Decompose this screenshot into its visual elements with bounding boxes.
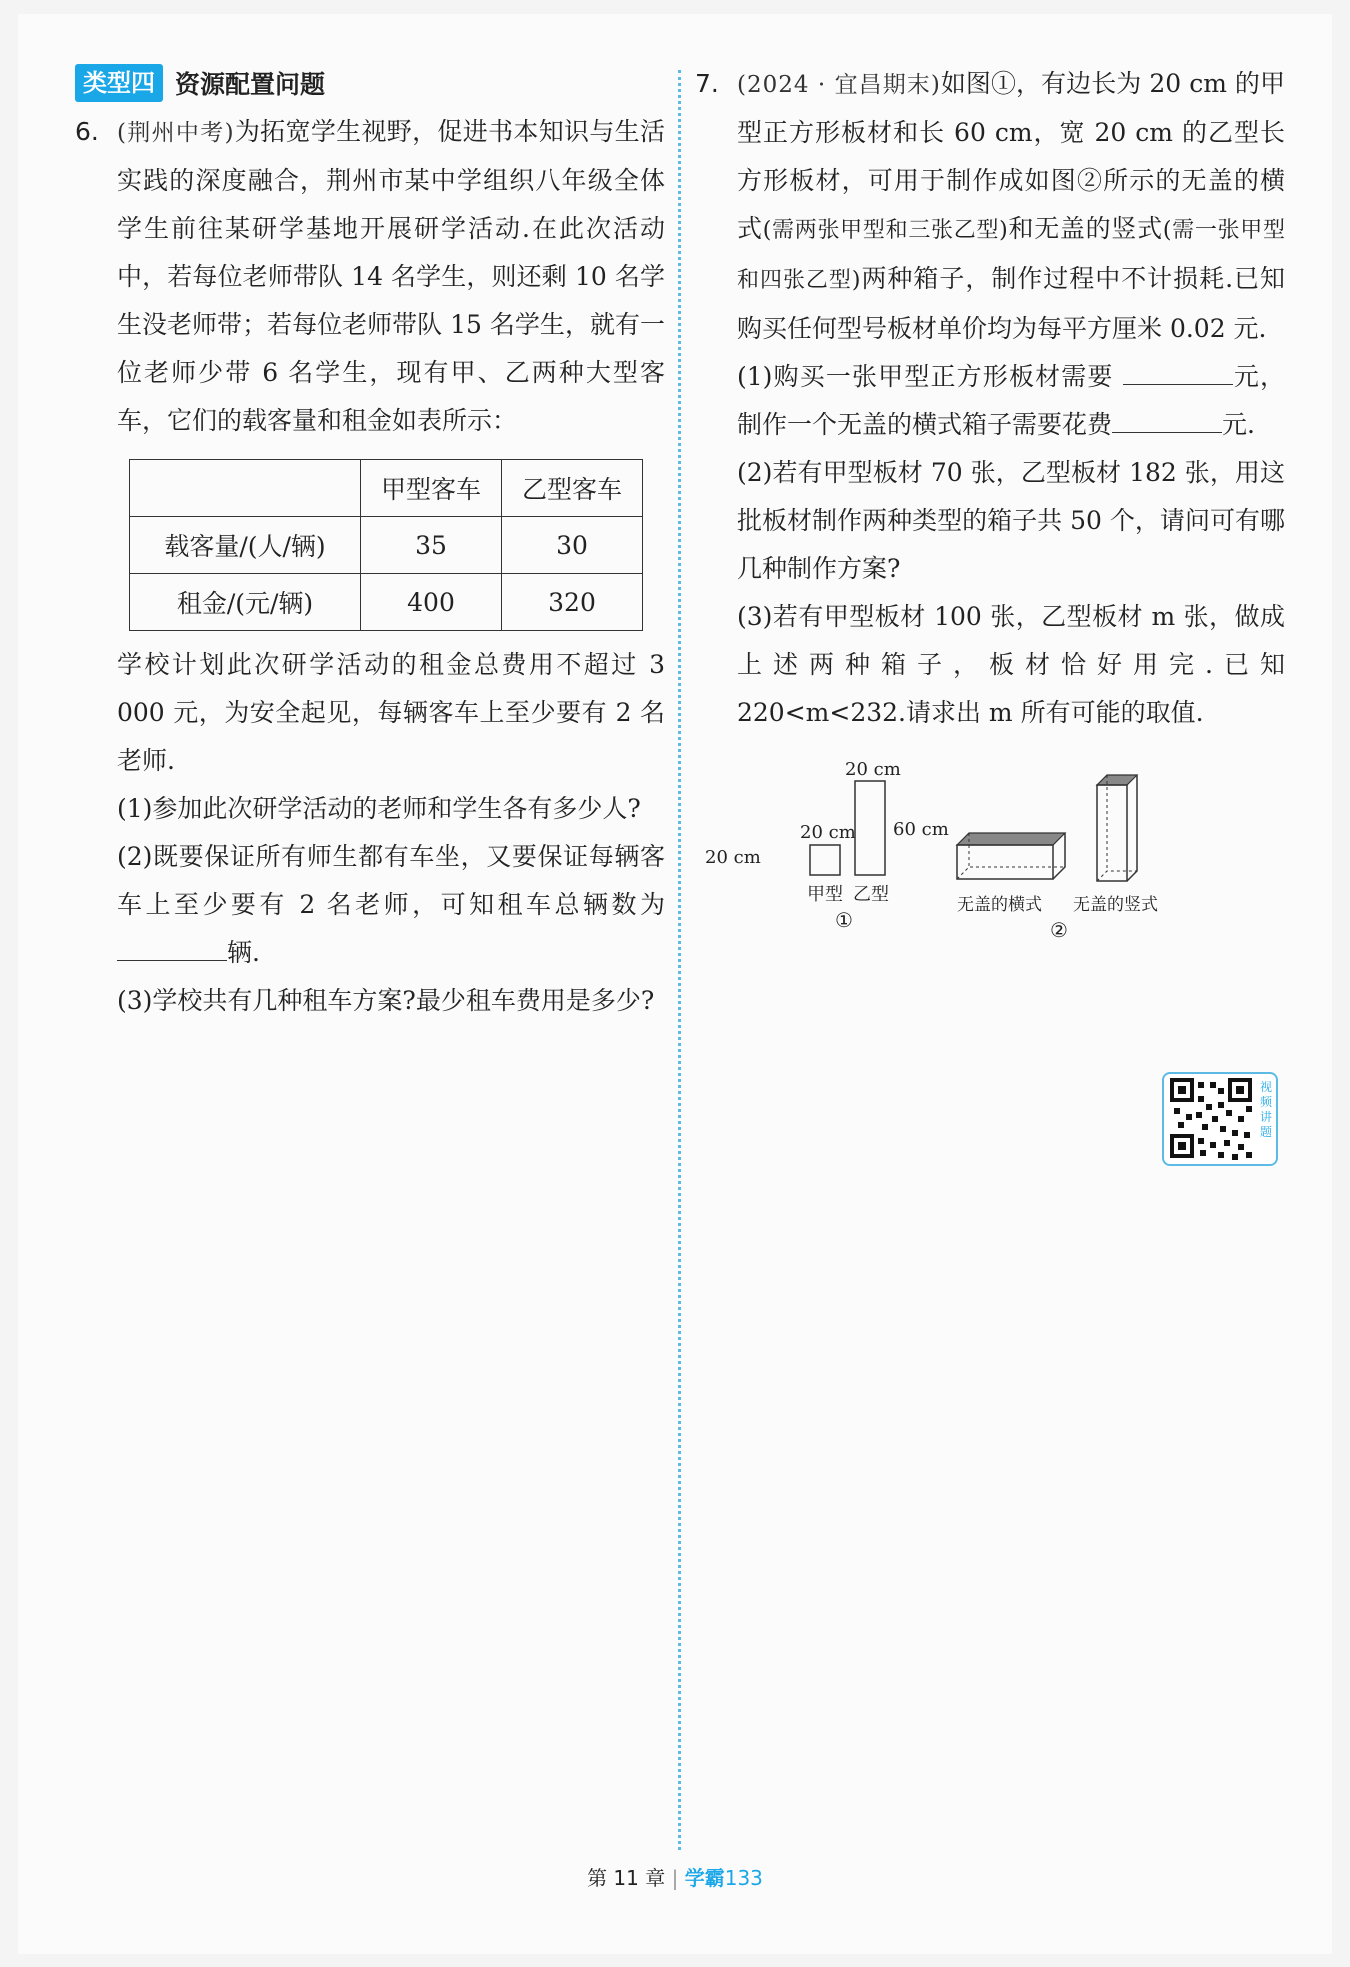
question-7-part-1-text-a: (1)购买一张甲型正方形板材需要 xyxy=(737,362,1114,391)
vertical-box xyxy=(1097,775,1137,881)
label-box-vertical: 无盖的竖式 xyxy=(1073,895,1158,915)
right-column xyxy=(695,60,1285,965)
question-7-note-2: (需一张甲型和四张乙型) xyxy=(737,218,1285,293)
section-title: 资源配置问题 xyxy=(175,70,326,99)
question-7-intro-c: 两种箱子，制作过程中不计损耗.已知购买任何型号板材单价均为每平方厘米 0.02 元. xyxy=(737,264,1285,343)
square-board-jia xyxy=(810,845,840,875)
question-7-part-3: (3)若有甲型板材 100 张，乙型板材 m 张，做成上述两种箱子，板材恰好用完.已知 220<m<232.请求出 m 所有可能的取值. xyxy=(737,602,1285,727)
table-cell: 400 xyxy=(361,574,502,631)
table-cell: 30 xyxy=(502,517,643,574)
label-box-horizontal: 无盖的横式 xyxy=(957,895,1042,915)
footer-brand: 学霸 xyxy=(684,1866,725,1890)
footer-chapter: 第 11 章 xyxy=(587,1866,666,1890)
label-left-side: 20 cm xyxy=(705,847,761,868)
rect-board-yi xyxy=(855,781,885,875)
section-header xyxy=(75,60,665,106)
left-column xyxy=(75,60,665,1025)
answer-blank[interactable] xyxy=(1123,358,1233,385)
horizontal-box xyxy=(957,833,1065,879)
page-footer: 第 11 章 | 学霸133 xyxy=(587,1866,763,1890)
table-header-cell: 乙型客车 xyxy=(502,460,643,517)
question-6-part-3: (3)学校共有几种租车方案?最少租车费用是多少? xyxy=(117,986,655,1015)
question-6-part-2 xyxy=(75,833,665,977)
qr-code-icon xyxy=(1168,1076,1258,1162)
question-7 xyxy=(695,60,1285,353)
column-divider xyxy=(678,70,681,1850)
table-row xyxy=(130,517,643,574)
label-jia: 甲型 xyxy=(807,884,843,905)
question-7-number: 7. xyxy=(695,69,719,98)
label-yi: 乙型 xyxy=(853,884,889,905)
question-7-source: (2024 · 宜昌期末) xyxy=(737,72,941,98)
question-7-intro-b: 和无盖的竖式 xyxy=(1007,214,1163,243)
question-6-conditions: 学校计划此次研学活动的租金总费用不超过 3 000 元，为安全起见，每辆客车上至少要有 2 名老师. xyxy=(117,650,665,775)
question-6-intro: 为拓宽学生视野，促进书本知识与生活实践的深度融合，荆州市某中学组织八年级全体学生前往某研学基地开展研学活动.在此次活动中，若每位老师带队 14 名学生，则还剩 10 名学生没老师带；若每位老师带队 15 名学生，就有一位老师少带 6 名学生，现有甲、乙两种大型客车，它们的载客量和租金如表所示： xyxy=(117,117,665,435)
section-tag: 类型四 xyxy=(75,64,163,102)
question-7-part-1 xyxy=(695,353,1285,449)
label-top: 20 cm xyxy=(845,759,901,780)
question-6 xyxy=(75,108,665,445)
table-header-cell xyxy=(130,460,361,517)
figure-2-label: ② xyxy=(1050,918,1068,942)
question-6-number: 6. xyxy=(75,117,99,146)
label-right-side: 60 cm xyxy=(893,819,949,840)
table-header-row xyxy=(130,460,643,517)
bus-table xyxy=(129,459,643,631)
question-6-part-1: (1)参加此次研学活动的老师和学生各有多少人? xyxy=(117,794,641,823)
question-7-note-1: (需两张甲型和三张乙型) xyxy=(762,218,1008,243)
label-left-top: 20 cm xyxy=(800,822,856,843)
qr-code-label: 视频讲题 xyxy=(1260,1080,1273,1139)
table-cell: 35 xyxy=(361,517,502,574)
figure-1-label: ① xyxy=(835,908,853,932)
question-7-part-1-text-b: 元，制作一个无盖的横式箱子需要花费 xyxy=(737,362,1285,439)
question-6-part-2-unit: 辆. xyxy=(227,938,260,967)
board-box-figure xyxy=(695,745,1285,965)
page-number: 133 xyxy=(724,1866,763,1890)
answer-blank[interactable] xyxy=(117,934,227,961)
table-cell: 租金/(元/辆) xyxy=(130,574,361,631)
answer-blank[interactable] xyxy=(1112,406,1222,433)
question-7-part-1-text-c: 元. xyxy=(1222,410,1255,439)
question-6-part-2-text: (2)既要保证所有师生都有车坐，又要保证每辆客车上至少要有 2 名老师，可知租车总辆数为 xyxy=(117,842,665,919)
table-cell: 320 xyxy=(502,574,643,631)
question-7-intro-a: 如图①，有边长为 20 cm 的甲型正方形板材和长 60 cm，宽 20 cm 的乙型长方形板材，可用于制作成如图②所示的无盖的横式 xyxy=(737,69,1285,243)
question-6-source: (荆州中考) xyxy=(117,120,235,146)
table-cell: 载客量/(人/辆) xyxy=(130,517,361,574)
question-7-part-2: (2)若有甲型板材 70 张，乙型板材 182 张，用这批板材制作两种类型的箱子共 50 个，请问可有哪几种制作方案? xyxy=(737,458,1285,583)
table-header-cell: 甲型客车 xyxy=(361,460,502,517)
table-row xyxy=(130,574,643,631)
